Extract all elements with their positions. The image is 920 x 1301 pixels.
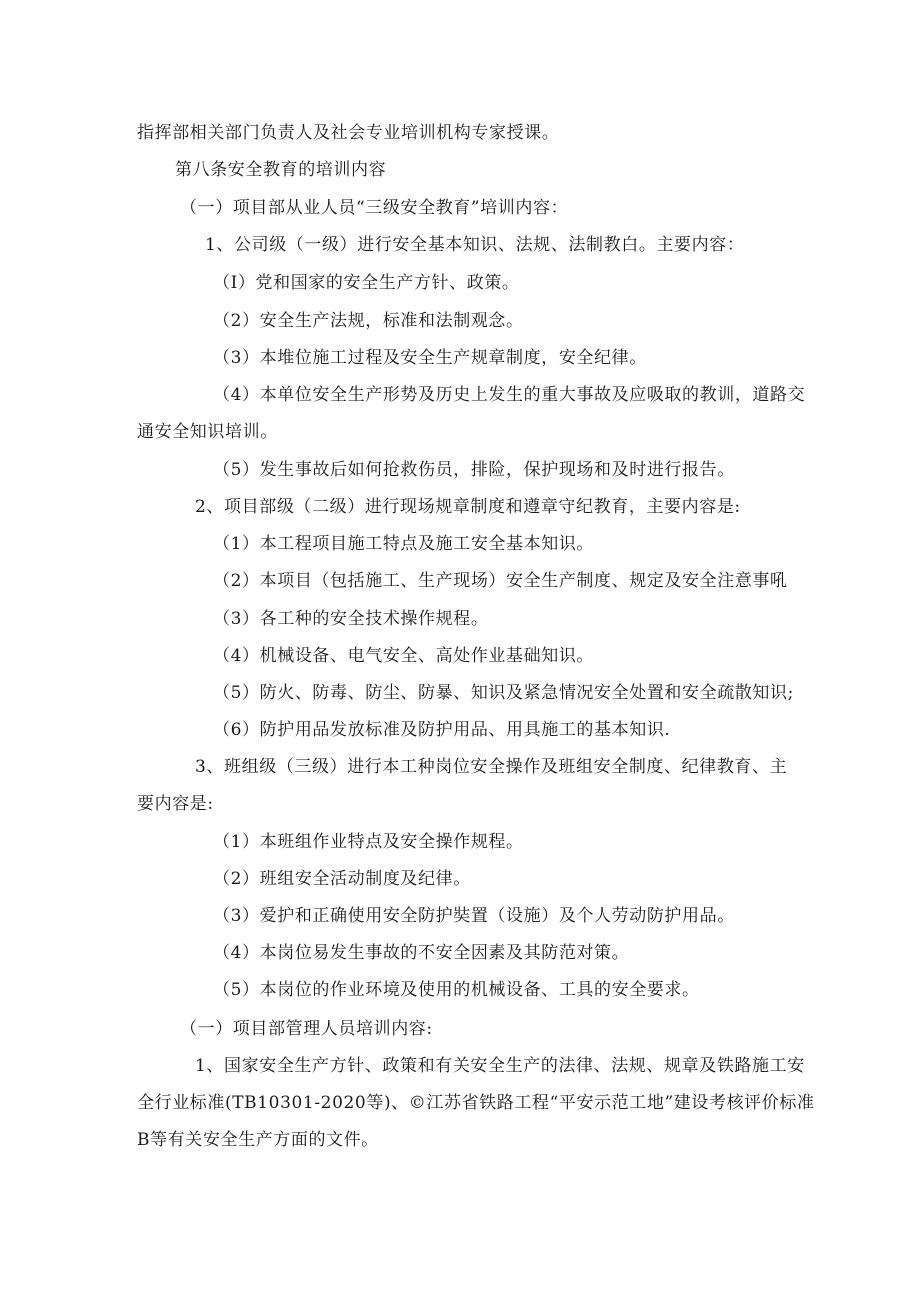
sub-item: （2）安全生产法规，标准和法制观念。 (213, 311, 524, 331)
sub-item: （3）各工种的安全技术操作规程。 (213, 609, 489, 629)
sub-item: （4）本岗位易发生事故的不安全因素及其防范对策。 (213, 943, 630, 963)
sub-item: （2）班组安全活动制度及纪律。 (213, 869, 471, 889)
sub-item: （3）本堆位施工过程及安全生产规章制度，安全纪律。 (213, 348, 647, 368)
text-line-continuation: 指挥部相关部门负责人及社会专业培训机构专家授课。 (137, 123, 560, 143)
sub-item: （4）机械设备、电气安全、高处作业基础知识。 (213, 646, 595, 666)
item-continuation: 要内容是: (137, 794, 214, 814)
sub-item: （5）本岗位的作业环境及使用的机械设备、工具的安全要求。 (213, 980, 700, 1000)
sub-item: （3）爱护和正确使用安全防护奘置（设施）及个人劳动防护用品。 (213, 906, 735, 926)
item-continuation: B等有关安全生产方面的文件。 (137, 1130, 379, 1150)
item-national-policy: 1、国家安全生产方针、政策和有关安全生产的法律、法规、规章及铁路施工安 (195, 1056, 805, 1076)
sub-item: （5）发生事故后如何抢救伤员，排险，保护现场和及时进行报告。 (213, 460, 735, 480)
sub-item: （6）防护用品发放标准及防护用品、用具施工的基本知识. (213, 720, 671, 740)
article-heading: 第八条安全教育的培训内容 (175, 160, 387, 180)
sub-item: （5）防火、防毒、防尘、防暴、知识及紧急情况安全处置和安全疏散知识; (213, 683, 794, 703)
section-heading-staff: （一）项目部从业人员“三级安全教育”培训内容： (180, 198, 569, 218)
sub-item-continuation: 通安全知识培训。 (137, 422, 278, 442)
item-company-level: 1、公司级（一级）进行安全基本知识、法规、法制教白。主要内容： (205, 235, 745, 255)
section-heading-managers: （一）项目部管理人员培训内容: (180, 1019, 433, 1039)
item-continuation: 全行业标准(TB10301-2020等)、©江苏省铁路工程“平安示范工地”建设考核评价标准 (137, 1093, 815, 1113)
item-project-level: 2、项目部级（二级）进行现场规章制度和遵章守纪教育，主要内容是: (195, 497, 741, 517)
sub-item: （1）本工程项目施工特点及施工安全基本知识。 (213, 534, 595, 554)
sub-item: （2）本项目（包括施工、生产现场）安全生产制度、规定及安全注意事吼 (213, 571, 788, 591)
sub-item: （I）党和国家的安全生产方针、政策。 (213, 273, 520, 293)
item-team-level: 3、班组级（三级）进行本工种岗位安全操作及班组安全制度、纪律教育、主 (195, 757, 788, 777)
sub-item: （1）本班组作业特点及安全操作规程。 (213, 832, 524, 852)
sub-item: （4）本单位安全生产形势及历史上发生的重大事故及应吸取的教训，道路交 (213, 385, 806, 405)
